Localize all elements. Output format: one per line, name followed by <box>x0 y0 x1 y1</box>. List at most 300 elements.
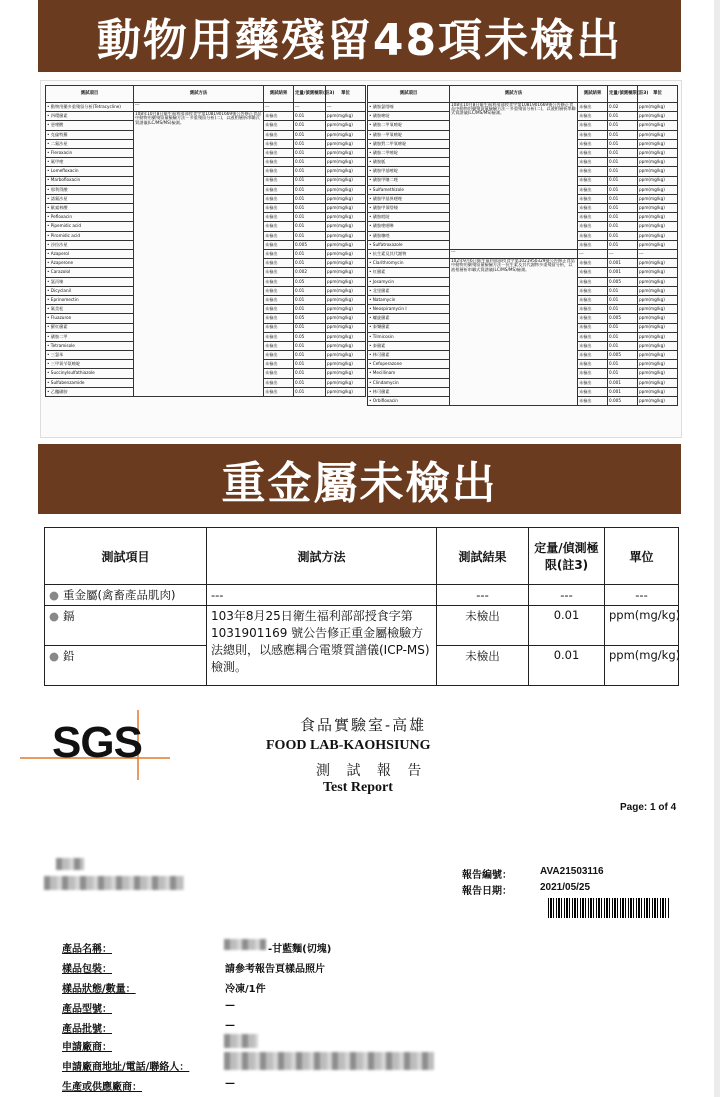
vet-cell: 0.01 <box>608 360 638 369</box>
vet-cell: 0.01 <box>294 341 326 350</box>
metal-method: --- <box>207 585 437 606</box>
vet-cell: • 磺胺噻唑 <box>368 231 450 240</box>
vet-cell: • Sulfabenzamide <box>46 378 134 387</box>
field-value: -甘藍麵(切塊) <box>268 944 332 955</box>
vet-cell: 0.01 <box>608 121 638 130</box>
vet-cell: • Clarithromycin <box>368 259 450 268</box>
table-row <box>45 606 679 646</box>
metal-limit: 0.01 <box>529 606 605 646</box>
vet-cell: 未檢出 <box>578 268 608 277</box>
test-report-cover <box>0 690 720 1097</box>
vet-cell: 0.01 <box>294 286 326 295</box>
vet-cell: • Tilmicosin <box>368 332 450 341</box>
vet-header-cell: 測試方法 <box>450 86 578 103</box>
vet-cell: • 氯丙嗪 <box>46 277 134 286</box>
vet-cell: 0.01 <box>294 167 326 176</box>
vet-cell: 未檢出 <box>264 323 294 332</box>
vet-cell: 未檢出 <box>264 139 294 148</box>
vet-cell: ppm(mg/kg) <box>326 213 366 222</box>
vet-cell: 0.005 <box>608 351 638 360</box>
vet-cell: 0.01 <box>608 231 638 240</box>
vet-cell: ppm(mg/kg) <box>638 397 678 406</box>
vet-cell: 0.005 <box>608 314 638 323</box>
vet-cell: 0.01 <box>294 259 326 268</box>
report-no: AVA21503116 <box>540 866 604 877</box>
vet-cell: 0.001 <box>608 259 638 268</box>
vet-cell: • 磺胺甲噻二唑 <box>368 176 450 185</box>
vet-cell: 未檢出 <box>578 341 608 350</box>
vet-cell: • 磺胺甲基異噁唑 <box>368 194 450 203</box>
bullet-icon: ● <box>49 588 60 602</box>
vet-cell: ppm(mg/kg) <box>326 286 366 295</box>
vet-cell: 0.002 <box>294 268 326 277</box>
vet-cell: • 磺胺胍 <box>368 158 450 167</box>
metal-header-result: 測試結果 <box>437 528 529 585</box>
redacted-block <box>224 1034 258 1048</box>
vet-cell: • 乙醯磺胺 <box>46 387 134 396</box>
vet-cell: • 諾氟沙星 <box>46 194 134 203</box>
field-label: 產品型號： <box>62 1004 112 1015</box>
vet-cell: ppm(mg/kg) <box>326 194 366 203</box>
vet-cell: 0.01 <box>608 194 638 203</box>
vet-cell: 未檢出 <box>264 351 294 360</box>
field-label: 產品批號： <box>62 1024 112 1035</box>
vet-cell: 0.001 <box>608 378 638 387</box>
vet-cell: • Sulfamethizole <box>368 185 450 194</box>
vet-method-cell: 108年10月8日衛生福利部部授食字第1081901669號公告修正食品中動物用藥殘留量檢驗方法－多重殘留分析(二)，以液相層析串聯式質譜儀(LC/MS/MS)檢測。 <box>134 112 264 397</box>
vet-cell: ppm(mg/kg) <box>326 341 366 350</box>
vet-cell: • 磺胺喹噁啉 <box>368 222 450 231</box>
vet-cell: ppm(mg/kg) <box>326 148 366 157</box>
vet-cell: 0.01 <box>294 305 326 314</box>
vet-cell: ppm(mg/kg) <box>326 222 366 231</box>
vet-cell: • Mecillinam <box>368 369 450 378</box>
vet-header-cell: 定量/偵測極限(註3) <box>294 86 326 103</box>
vet-cell: 0.01 <box>608 176 638 185</box>
vet-cell: • 螺旋黴素 <box>368 314 450 323</box>
vet-cell: ppm(mg/kg) <box>326 369 366 378</box>
vet-cell: 未檢出 <box>264 277 294 286</box>
report-no-label: 報告編號： <box>462 870 512 881</box>
table-row <box>368 103 678 112</box>
metal-unit: ppm(mg/kg) <box>605 606 679 646</box>
field-label: 生產或供應廠商： <box>62 1082 142 1093</box>
vet-cell: 未檢出 <box>578 387 608 396</box>
vet-cell: 未檢出 <box>578 176 608 185</box>
vet-cell: --- <box>326 103 366 112</box>
vet-cell: --- <box>638 250 678 259</box>
vet-cell: 0.01 <box>608 286 638 295</box>
vet-cell: • 惡喹酸 <box>46 121 134 130</box>
vet-cell: 未檢出 <box>578 277 608 286</box>
redacted-block <box>224 939 266 950</box>
vet-cell: ppm(mg/kg) <box>326 277 366 286</box>
page-edge <box>714 0 720 1097</box>
vet-cell: • 泰黴素 <box>368 341 450 350</box>
vet-cell: ppm(mg/kg) <box>638 332 678 341</box>
field-label: 申請廠商： <box>62 1042 112 1053</box>
vet-header-cell: 單位 <box>638 86 678 103</box>
vet-cell: 0.005 <box>294 240 326 249</box>
vet-cell: 未檢出 <box>578 397 608 406</box>
vet-cell: 0.005 <box>608 277 638 286</box>
field-label: 樣品包裝： <box>62 964 112 975</box>
vet-cell: 未檢出 <box>578 158 608 167</box>
vet-cell: ppm(mg/kg) <box>638 194 678 203</box>
vet-cell: • Dicyclanil <box>46 286 134 295</box>
vet-cell: 未檢出 <box>578 286 608 295</box>
vet-cell: 未檢出 <box>578 295 608 304</box>
vet-cell: 未檢出 <box>578 148 608 157</box>
vet-cell: 未檢出 <box>264 204 294 213</box>
field-value: — <box>225 1000 235 1011</box>
vet-cell: ppm(mg/kg) <box>638 323 678 332</box>
vet-cell: 未檢出 <box>578 130 608 139</box>
vet-cell: • 歐索林酸 <box>46 204 134 213</box>
vet-cell: 0.01 <box>608 130 638 139</box>
vet-cell: 未檢出 <box>578 378 608 387</box>
vet-cell: • Sulfatroxazole <box>368 240 450 249</box>
metal-unit: --- <box>605 585 679 606</box>
vet-cell: 0.01 <box>608 139 638 148</box>
vet-cell: ppm(mg/kg) <box>326 259 366 268</box>
vet-cell: ppm(mg/kg) <box>326 268 366 277</box>
vet-cell: • 沙拉沙星 <box>46 240 134 249</box>
metal-header-method: 測試方法 <box>207 528 437 585</box>
vet-method-cell: --- <box>450 250 578 259</box>
vet-cell: • Pefloxacin <box>46 213 134 222</box>
field-value: — <box>225 1078 235 1089</box>
vet-cell: 未檢出 <box>578 121 608 130</box>
metal-item: ● 重金屬(禽畜產品肌肉) <box>45 585 207 606</box>
barcode <box>548 898 670 918</box>
vet-cell: • Azaperone <box>46 259 134 268</box>
vet-cell: • Piromidic acid <box>46 231 134 240</box>
vet-cell: 未檢出 <box>264 369 294 378</box>
vet-cell: 0.01 <box>608 204 638 213</box>
vet-cell: • Josamycin <box>368 277 450 286</box>
vet-cell: • 羅紅黴素 <box>46 323 134 332</box>
vet-cell: 未檢出 <box>264 378 294 387</box>
metal-header-unit: 單位 <box>605 528 679 585</box>
vet-cell: ppm(mg/kg) <box>638 369 678 378</box>
vet-cell: 未檢出 <box>578 323 608 332</box>
vet-cell: --- <box>608 250 638 259</box>
vet-cell: • 那利得酸 <box>46 185 134 194</box>
vet-cell: ppm(mg/kg) <box>326 378 366 387</box>
vet-cell: 未檢出 <box>264 194 294 203</box>
vet-cell: 0.01 <box>608 240 638 249</box>
vet-cell: 未檢出 <box>264 167 294 176</box>
vet-cell: 未檢出 <box>578 332 608 341</box>
vet-cell: ppm(mg/kg) <box>638 286 678 295</box>
vet-cell: ppm(mg/kg) <box>638 121 678 130</box>
vet-cell: 0.05 <box>294 277 326 286</box>
vet-cell: ppm(mg/kg) <box>638 185 678 194</box>
vet-cell: ppm(mg/kg) <box>326 360 366 369</box>
vet-cell: 0.01 <box>608 148 638 157</box>
vet-cell: ppm(mg/kg) <box>326 351 366 360</box>
vet-cell: ppm(mg/kg) <box>638 295 678 304</box>
vet-cell: 0.005 <box>608 397 638 406</box>
vet-header-cell: 測試結果 <box>578 86 608 103</box>
vet-cell: ppm(mg/kg) <box>638 259 678 268</box>
vet-cell: 0.01 <box>294 231 326 240</box>
vet-cell: • 磺胺甲氧嗒嗪 <box>368 204 450 213</box>
vet-cell: ppm(mg/kg) <box>326 314 366 323</box>
vet-method-cell: 108年10月8日衛生福利部部授食字第1081901669號公告修正食品中動物用藥殘留量檢驗方法－多重殘留分析(二)，以液相層析串聯式質譜儀(LC/MS/MS)檢測。 <box>450 103 578 250</box>
page-number: Page: 1 of 4 <box>620 802 677 813</box>
metal-header-item: 測試項目 <box>45 528 207 585</box>
vet-cell: ppm(mg/kg) <box>638 158 678 167</box>
vet-drug-banner: 動物用藥殘留48項未檢出 <box>38 0 681 72</box>
vet-cell: • 磺胺一甲氧嘧啶 <box>368 130 450 139</box>
vet-cell: 0.01 <box>294 295 326 304</box>
vet-cell: ppm(mg/kg) <box>638 103 678 112</box>
vet-cell: • 氟美松 <box>46 305 134 314</box>
vet-cell: 未檢出 <box>264 360 294 369</box>
vet-cell: 未檢出 <box>578 314 608 323</box>
vet-cell: • 磺胺二甲氧嘧啶 <box>368 121 450 130</box>
vet-cell: 未檢出 <box>578 240 608 249</box>
vet-cell: ppm(mg/kg) <box>326 130 366 139</box>
vet-cell: 未檢出 <box>578 231 608 240</box>
vet-cell: 未檢出 <box>578 112 608 121</box>
vet-cell: • Eprinomectin <box>46 295 134 304</box>
sgs-logo-text: SGS <box>52 718 142 767</box>
vet-cell: 0.05 <box>294 314 326 323</box>
vet-cell: ppm(mg/kg) <box>638 240 678 249</box>
metal-result: 未檢出 <box>437 606 529 646</box>
vet-cell: 未檢出 <box>264 332 294 341</box>
vet-cell: 0.01 <box>294 250 326 259</box>
vet-cell: ppm(mg/kg) <box>326 167 366 176</box>
vet-cell: 0.01 <box>294 121 326 130</box>
vet-cell: 0.01 <box>608 158 638 167</box>
vet-cell: 0.01 <box>608 167 638 176</box>
vet-cell: • 林可黴素 <box>368 351 450 360</box>
vet-cell: • 三氯苯 <box>46 351 134 360</box>
metal-header-limit: 定量/偵測極限(註3) <box>529 528 605 585</box>
table-row <box>368 259 678 268</box>
table-row <box>46 112 366 121</box>
vet-cell: • 磺胺對二甲氧嘧啶 <box>368 139 450 148</box>
vet-cell: • 三甲氧苄氨嘧啶 <box>46 360 134 369</box>
vet-cell: ppm(mg/kg) <box>638 213 678 222</box>
lab-name-en: FOOD LAB-KAOHSIUNG <box>266 738 431 753</box>
vet-cell: 未檢出 <box>264 112 294 121</box>
vet-cell: ppm(mg/kg) <box>638 387 678 396</box>
vet-header-cell: 單位 <box>326 86 366 103</box>
vet-cell: 未檢出 <box>264 176 294 185</box>
vet-cell: ppm(mg/kg) <box>638 360 678 369</box>
vet-cell: 0.01 <box>294 158 326 167</box>
vet-cell: ppm(mg/kg) <box>638 378 678 387</box>
vet-drug-table-left <box>45 85 366 397</box>
vet-cell: 未檢出 <box>264 314 294 323</box>
metal-result: 未檢出 <box>437 646 529 686</box>
vet-cell: 0.01 <box>294 194 326 203</box>
vet-cell: • 磺胺二甲 <box>46 332 134 341</box>
vet-cell: ppm(mg/kg) <box>638 176 678 185</box>
vet-cell: 未檢出 <box>264 130 294 139</box>
metal-limit: 0.01 <box>529 646 605 686</box>
vet-cell: 0.01 <box>294 213 326 222</box>
vet-cell: 0.01 <box>294 130 326 139</box>
vet-cell: 未檢出 <box>264 240 294 249</box>
vet-cell: ppm(mg/kg) <box>326 158 366 167</box>
vet-cell: 未檢出 <box>264 250 294 259</box>
vet-cell: 0.001 <box>608 268 638 277</box>
redacted-block <box>224 1052 434 1070</box>
vet-header-cell: 測試項目 <box>46 86 134 103</box>
vet-cell: 未檢出 <box>578 213 608 222</box>
field-label: 樣品狀態/數量： <box>62 984 136 995</box>
field-value: 冷凍/1件 <box>225 984 266 995</box>
vet-cell: 0.01 <box>608 222 638 231</box>
vet-cell: 0.01 <box>294 139 326 148</box>
vet-cell: 0.01 <box>608 213 638 222</box>
vet-cell: 未檢出 <box>578 351 608 360</box>
vet-cell: 0.01 <box>608 185 638 194</box>
vet-cell: • Tetramisole <box>46 341 134 350</box>
vet-cell: ppm(mg/kg) <box>326 332 366 341</box>
vet-cell: • Clindamycin <box>368 378 450 387</box>
vet-cell: 0.01 <box>294 351 326 360</box>
vet-cell: • 二氟沙星 <box>46 139 134 148</box>
vet-cell: ppm(mg/kg) <box>326 121 366 130</box>
report-title-en: Test Report <box>323 780 393 795</box>
vet-cell: 未檢出 <box>578 204 608 213</box>
vet-cell: • Succinylsulfathiazole <box>46 369 134 378</box>
vet-cell: • 克倫特羅 <box>46 130 134 139</box>
vet-cell: 未檢出 <box>578 305 608 314</box>
vet-cell: 未檢出 <box>578 369 608 378</box>
vet-method-cell: --- <box>134 103 264 112</box>
vet-cell: ppm(mg/kg) <box>326 387 366 396</box>
vet-cell: • Orbifloxacin <box>368 397 450 406</box>
vet-cell: 未檢出 <box>264 158 294 167</box>
vet-cell: 0.01 <box>608 369 638 378</box>
vet-cell: 未檢出 <box>264 121 294 130</box>
bullet-icon: ● <box>49 649 60 663</box>
vet-cell: • 林可黴素 <box>368 387 450 396</box>
vet-cell: 未檢出 <box>264 222 294 231</box>
vet-cell: ppm(mg/kg) <box>638 167 678 176</box>
vet-header-cell: 測試項目 <box>368 86 450 103</box>
vet-cell: 未檢出 <box>578 194 608 203</box>
vet-header-cell: 測試結果 <box>264 86 294 103</box>
vet-cell: 0.01 <box>294 185 326 194</box>
vet-cell: • 泰樂黴素 <box>368 323 450 332</box>
metal-limit: --- <box>529 585 605 606</box>
redacted-block <box>44 876 184 890</box>
vet-cell: • Carazolol <box>46 268 134 277</box>
vet-cell: • Azaperol <box>46 250 134 259</box>
vet-cell: 0.01 <box>608 323 638 332</box>
vet-drug-report-sheet <box>40 80 682 438</box>
vet-cell: • 四環黴素 <box>46 112 134 121</box>
vet-cell: ppm(mg/kg) <box>326 231 366 240</box>
heavy-metal-banner: 重金屬未檢出 <box>38 444 681 514</box>
vet-cell: ppm(mg/kg) <box>638 222 678 231</box>
bullet-icon: ● <box>49 609 60 623</box>
vet-cell: ppm(mg/kg) <box>638 130 678 139</box>
table-row <box>45 585 679 606</box>
vet-cell: 0.01 <box>294 323 326 332</box>
sgs-logo <box>20 710 170 770</box>
vet-cell: • Lomefloxacin <box>46 167 134 176</box>
vet-cell: • 氟甲喹 <box>46 158 134 167</box>
vet-cell: ppm(mg/kg) <box>326 295 366 304</box>
vet-cell: --- <box>294 103 326 112</box>
vet-cell: ppm(mg/kg) <box>326 204 366 213</box>
field-value: — <box>225 1020 235 1031</box>
metal-item: ● 鉛 <box>45 646 207 686</box>
vet-cell: 未檢出 <box>578 360 608 369</box>
vet-cell: ppm(mg/kg) <box>638 314 678 323</box>
lab-name-cn: 食品實驗室-高雄 <box>300 716 427 734</box>
vet-cell: 0.001 <box>608 387 638 396</box>
vet-cell: 0.01 <box>294 112 326 121</box>
vet-cell: 未檢出 <box>264 295 294 304</box>
vet-cell: • Neospiramycin I <box>368 305 450 314</box>
vet-cell: 未檢出 <box>578 103 608 112</box>
vet-cell: ppm(mg/kg) <box>638 231 678 240</box>
vet-cell: • 磺胺氯嗒嗪 <box>368 103 450 112</box>
vet-cell: 0.01 <box>294 222 326 231</box>
vet-cell: ppm(mg/kg) <box>326 139 366 148</box>
vet-cell: 0.01 <box>294 176 326 185</box>
vet-cell: ppm(mg/kg) <box>326 176 366 185</box>
vet-cell: ppm(mg/kg) <box>326 112 366 121</box>
vet-cell: ppm(mg/kg) <box>638 148 678 157</box>
vet-cell: 0.01 <box>294 148 326 157</box>
vet-cell: 0.01 <box>608 341 638 350</box>
vet-cell: ppm(mg/kg) <box>638 139 678 148</box>
vet-cell: ppm(mg/kg) <box>326 323 366 332</box>
vet-cell: • 磺胺吡啶 <box>368 213 450 222</box>
vet-cell: 未檢出 <box>578 167 608 176</box>
vet-cell: ppm(mg/kg) <box>638 112 678 121</box>
vet-cell: 未檢出 <box>578 259 608 268</box>
heavy-metal-table <box>44 527 679 686</box>
vet-cell: ppm(mg/kg) <box>638 204 678 213</box>
metal-unit: ppm(mg/kg) <box>605 646 679 686</box>
vet-cell: 未檢出 <box>578 222 608 231</box>
vet-cell: • 紅黴素 <box>368 268 450 277</box>
vet-cell: • Fluazuron <box>46 314 134 323</box>
vet-cell: ppm(mg/kg) <box>638 351 678 360</box>
vet-drug-table-right <box>367 85 678 406</box>
field-label: 產品名稱： <box>62 944 112 955</box>
vet-cell: 未檢出 <box>264 259 294 268</box>
field-label: 申請廠商地址/電話/聯絡人： <box>62 1062 190 1073</box>
vet-cell: • 動物用藥多重殘留分析(Tetracycline) <box>46 103 134 112</box>
vet-cell: 0.05 <box>294 332 326 341</box>
vet-cell: • 北里黴素 <box>368 286 450 295</box>
metal-item: ● 鎘 <box>45 606 207 646</box>
metal-result: --- <box>437 585 529 606</box>
vet-method-cell: 102年9月6日衛生福利部部授食字第1021950329號公告修正食品中動物用藥殘留量檢驗方法－抗生素及其代謝物多重殘留分析，以液相層析串聯式質譜儀(LC/MS/MS)檢測。 <box>450 259 578 406</box>
vet-cell: 未檢出 <box>578 185 608 194</box>
vet-header-cell: 測試方法 <box>134 86 264 103</box>
vet-cell: 0.01 <box>608 305 638 314</box>
vet-header-cell: 定量/偵測極限(註3) <box>608 86 638 103</box>
vet-cell: 0.01 <box>608 332 638 341</box>
vet-cell: 未檢出 <box>264 231 294 240</box>
vet-cell: --- <box>264 103 294 112</box>
